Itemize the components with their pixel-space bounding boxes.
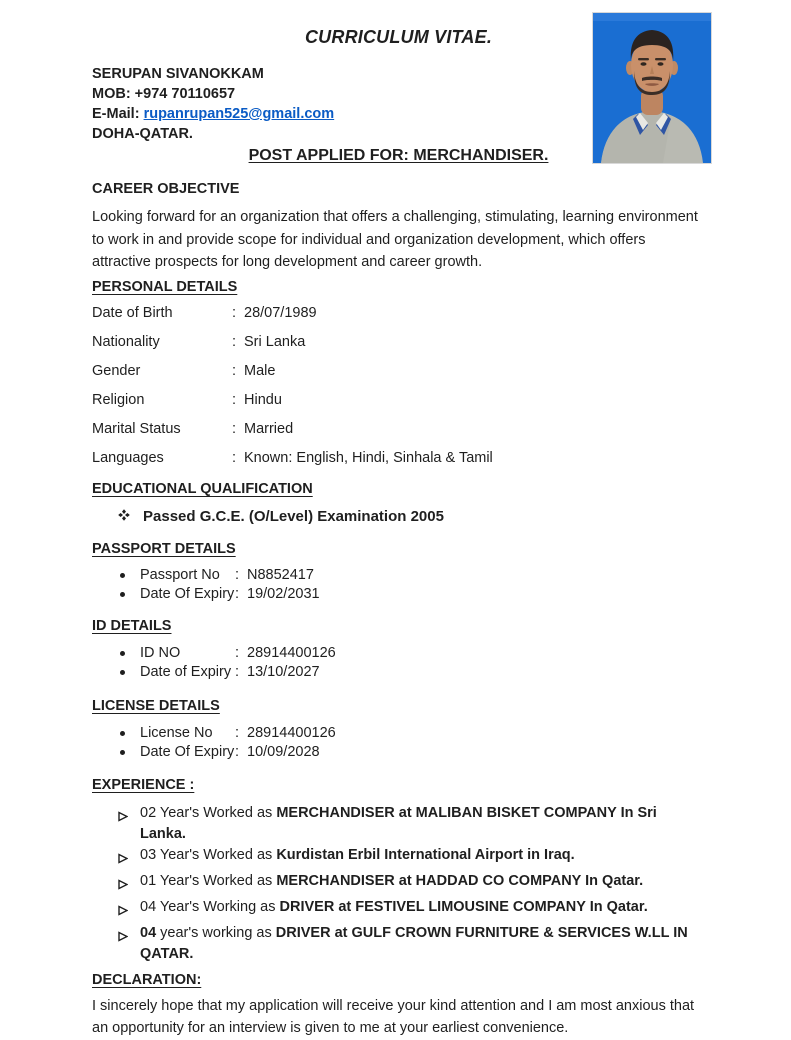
cv-title: CURRICULUM VITAE. (304, 27, 493, 47)
detail-label: Passport No (140, 566, 220, 583)
detail-label: Nationality (92, 333, 160, 350)
arrow-bullet-icon (118, 897, 140, 923)
dot-bullet-icon (118, 651, 140, 656)
education-item (92, 508, 705, 526)
arrow-bullet-icon (118, 803, 140, 845)
detail-value: Known: English, Hindi, Sinhala & Tamil (244, 449, 493, 466)
detail-row (92, 393, 705, 408)
detail-label: Date Of Expiry (140, 744, 235, 760)
dot-bullet-icon (118, 750, 140, 755)
detail-row (92, 335, 705, 350)
experience-item (92, 923, 705, 965)
experience-item (92, 871, 705, 897)
detail-label: Gender (92, 362, 141, 379)
detail-label: ID NO (140, 644, 181, 661)
personal-details-heading: PERSONAL DETAILS (92, 278, 238, 295)
detail-colon: : (232, 449, 237, 466)
detail-row (92, 724, 705, 744)
location: DOHA-QATAR. (92, 126, 193, 142)
detail-row (92, 566, 705, 586)
experience-item-text: 01 Year's Worked as MERCHANDISER at HADDAD CO COMPANY In Qatar. (140, 872, 644, 889)
detail-row (92, 306, 705, 321)
detail-row (92, 451, 705, 466)
experience-item (92, 845, 705, 871)
experience-item-text: 03 Year's Worked as Kurdistan Erbil International Airport in Iraq. (140, 846, 575, 863)
diamond-bullet-icon (118, 508, 143, 526)
dot-bullet-icon (118, 592, 140, 597)
experience-item-text: 04 Year's Working as DRIVER at FESTIVEL LIMOUSINE COMPANY In Qatar. (140, 898, 648, 915)
declaration-text: I sincerely hope that my application will receive your kind attention and I am most anxious that an opportunity for an interview is given to me at your earliest convenience. (92, 997, 695, 1036)
detail-value: 28/07/1989 (244, 304, 317, 321)
detail-value: 28914400126 (247, 644, 336, 661)
applicant-name: SERUPAN SIVANOKKAM (92, 66, 264, 82)
education-heading: EDUCATIONAL QUALIFICATION (92, 480, 313, 497)
detail-row (92, 743, 705, 763)
applicant-portrait-image (593, 13, 711, 163)
dot-bullet-icon (118, 573, 140, 578)
detail-value: Hindu (244, 391, 282, 408)
detail-value: Male (244, 362, 276, 379)
detail-colon: : (235, 586, 240, 602)
detail-value: 13/10/2027 (247, 664, 320, 680)
detail-value: 10/09/2028 (247, 744, 320, 760)
detail-label: Languages (92, 449, 164, 466)
post-applied-title: POST APPLIED FOR: MERCHANDISER. (248, 147, 549, 164)
experience-item-text: 04 year's working as DRIVER at GULF CROWN FURNITURE & SERVICES W.LL IN QATAR. (140, 924, 688, 962)
detail-colon: : (232, 420, 237, 437)
id-details-heading: ID DETAILS (92, 617, 172, 634)
detail-colon: : (235, 744, 240, 760)
career-objective-text: Looking forward for an organization that offers a challenging, stimulating, learning environment to work in and provide scope for individual and organization development, which offers attractive prospects for long development and career growth. (92, 209, 698, 270)
license-heading: LICENSE DETAILS (92, 697, 220, 714)
id-details-list (92, 644, 705, 683)
applicant-photo (593, 13, 711, 163)
arrow-bullet-icon (118, 845, 140, 871)
detail-colon: : (232, 333, 237, 350)
arrow-bullet-icon (118, 923, 140, 965)
passport-heading: PASSPORT DETAILS (92, 540, 236, 557)
detail-label: License No (140, 724, 213, 741)
arrow-bullet-icon (118, 871, 140, 897)
detail-colon: : (235, 644, 240, 661)
personal-details-list (92, 306, 705, 466)
detail-row (92, 364, 705, 379)
email-link[interactable]: rupanrupan525@gmail.com (143, 106, 335, 122)
experience-item (92, 897, 705, 923)
passport-list (92, 566, 705, 605)
detail-colon: : (235, 724, 240, 741)
detail-row (92, 644, 705, 664)
license-list (92, 724, 705, 763)
detail-value: Married (244, 420, 294, 437)
education-item-text: Passed G.C.E. (O/Level) Examination 2005 (143, 507, 444, 525)
career-objective-heading: CAREER OBJECTIVE (92, 181, 240, 197)
detail-row (92, 663, 705, 683)
experience-heading: EXPERIENCE : (92, 776, 195, 793)
experience-item (92, 803, 705, 845)
detail-colon: : (232, 362, 237, 379)
detail-colon: : (232, 304, 237, 321)
detail-colon: : (235, 566, 240, 583)
detail-value: 19/02/2031 (247, 586, 320, 602)
declaration-heading: DECLARATION: (92, 971, 202, 988)
detail-label: Date Of Expiry (140, 586, 235, 602)
detail-value: 28914400126 (247, 724, 336, 741)
experience-item-text: 02 Year's Worked as MERCHANDISER at MALIBAN BISKET COMPANY In Sri Lanka. (140, 804, 657, 842)
detail-label: Religion (92, 391, 145, 408)
detail-colon: : (235, 664, 240, 680)
detail-label: Date of Birth (92, 304, 173, 321)
detail-row (92, 585, 705, 605)
email-label: E-Mail: (92, 106, 144, 122)
detail-value: Sri Lanka (244, 333, 306, 350)
detail-colon: : (232, 391, 237, 408)
dot-bullet-icon (118, 731, 140, 736)
detail-label: Date of Expiry (140, 664, 232, 680)
dot-bullet-icon (118, 670, 140, 675)
detail-label: Marital Status (92, 420, 181, 437)
detail-value: N8852417 (247, 566, 314, 583)
mobile-number: MOB: +974 70110657 (92, 86, 236, 102)
detail-row (92, 422, 705, 437)
experience-list (92, 803, 705, 965)
